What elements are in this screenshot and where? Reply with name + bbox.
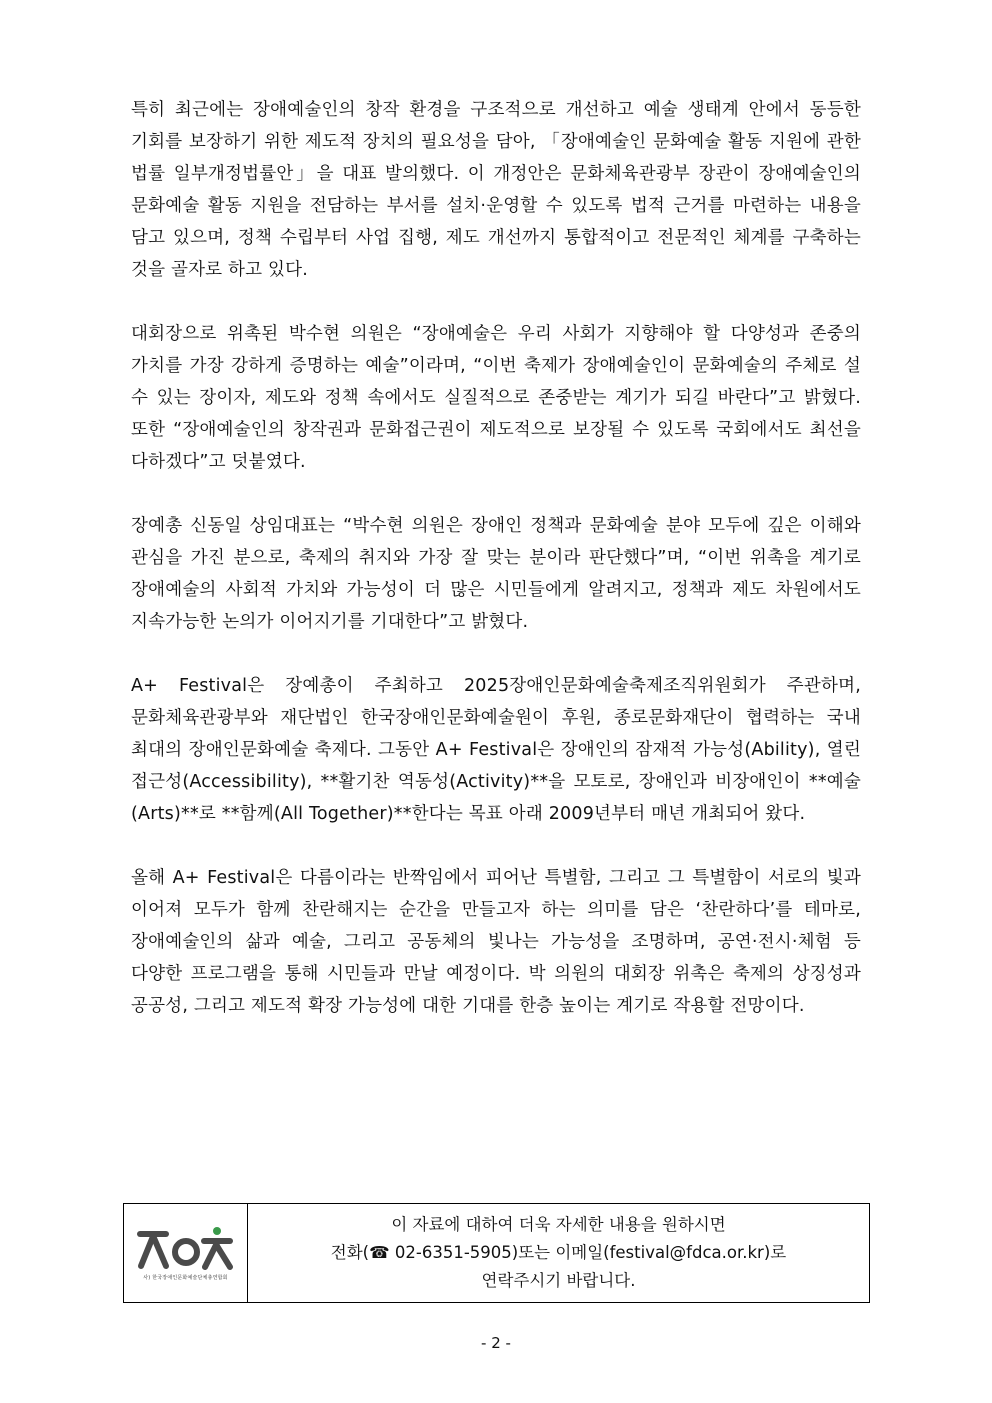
press-release-body [131, 94, 861, 1054]
contact-line-3: 연락주시기 바랍니다. [481, 1271, 636, 1290]
contact-footer-box [123, 1203, 870, 1303]
paragraph-5: 올해 A+ Festival은 다름이라는 반짝임에서 피어난 특별함, 그리고 그 특별함이 서로의 빛과 이어져 모두가 함께 찬란해지는 순간을 만들고자 하는 의미를 담은 ‘찬란하다’를 테마로, 장애예술인의 삶과 예술, 그리고 공동체의 빛나는 가능성을 조명하며, 공연·전시·체험 등 다양한 프로그램을 통해 시민들과 만날 예정이다. 박 의원의 대회장 위촉은 축제의 상징성과 공공성, 그리고 제도적 확장 가능성에 대한 기대를 한층 높이는 계기로 작용할 전망이다. [131, 868, 861, 1016]
logo-icon [136, 1226, 236, 1272]
paragraph-4: A+ Festival은 장예총이 주최하고 2025장애인문화예술축제조직위원회가 주관하며, 문화체육관광부와 재단법인 한국장애인문화예술원이 후원, 종로문화재단이 협력하는 국내 최대의 장애인문화예술 축제다. 그동안 A+ Festival은 장애인의 잠재적 가능성(Ability), 열린 접근성(Accessibility), **활기찬 역동성(Activity)**을 모토로, 장애인과 비장애인이 **예술(Arts)**로 **함께(All Together)**한다는 목표 아래 2009년부터 매년 개최되어 왔다. [131, 676, 861, 824]
contact-line-1: 이 자료에 대하여 더욱 자세한 내용을 원하시면 [391, 1215, 726, 1234]
page-number: - 2 - [481, 1334, 511, 1352]
contact-info [248, 1204, 869, 1302]
contact-line-2: 전화(☎ 02-6351-5905)또는 이메일(festival@fdca.or.kr)로 [330, 1243, 787, 1262]
paragraph-1: 특히 최근에는 장애예술인의 창작 환경을 구조적으로 개선하고 예술 생태계 안에서 동등한 기회를 보장하기 위한 제도적 장치의 필요성을 담아, 「장애예술인 문화예술 활동 지원에 관한 법률 일부개정법률안」을 대표 발의했다. 이 개정안은 문화체육관광부 장관이 장애예술인의 문화예술 활동 지원을 전담하는 부서를 설치·운영할 수 있도록 법적 근거를 마련하는 내용을 담고 있으며, 정책 수립부터 사업 집행, 제도 개선까지 통합적이고 전문적인 체계를 구축하는 것을 골자로 하고 있다. [131, 100, 861, 280]
organization-logo [124, 1204, 248, 1302]
logo-caption: 사) 한국장애인문화예술단체총연합회 [143, 1274, 228, 1281]
paragraph-2: 대회장으로 위촉된 박수현 의원은 “장애예술은 우리 사회가 지향해야 할 다양성과 존중의 가치를 가장 강하게 증명하는 예술”이라며, “이번 축제가 장애예술인이 문화예술의 주체로 설 수 있는 장이자, 제도와 정책 속에서도 실질적으로 존중받는 계기가 되길 바란다”고 밝혔다. 또한 “장애예술인의 창작권과 문화접근권이 제도적으로 보장될 수 있도록 국회에서도 최선을 다하겠다”고 덧붙였다. [131, 324, 861, 472]
paragraph-3: 장예총 신동일 상임대표는 “박수현 의원은 장애인 정책과 문화예술 분야 모두에 깊은 이해와 관심을 가진 분으로, 축제의 취지와 가장 잘 맞는 분이라 판단했다”며, “이번 위촉을 계기로 장애예술의 사회적 가치와 가능성이 더 많은 시민들에게 알려지고, 정책과 제도 차원에서도 지속가능한 논의가 이어지기를 기대한다”고 밝혔다. [131, 516, 861, 632]
